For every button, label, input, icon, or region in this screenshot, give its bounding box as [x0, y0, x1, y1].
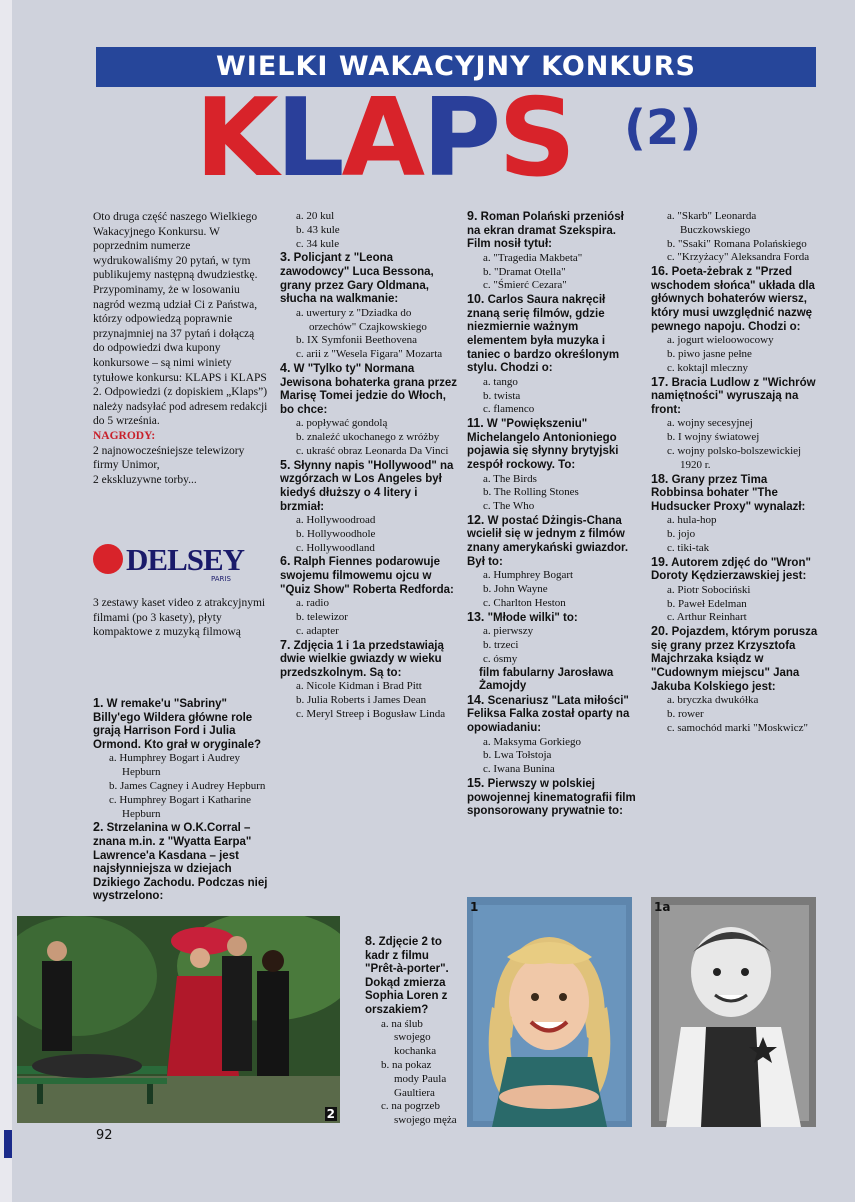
answer-option: c. "Krzyżacy" Aleksandra Forda [667, 251, 810, 264]
answer-option: a. popływać gondolą [296, 417, 388, 430]
child-portrait-illustration [651, 897, 816, 1127]
answer-option: c. Humphrey Bogart i Katharine Hepburn [109, 793, 252, 820]
answer-option: b. IX Symfonii Beethovena [296, 334, 417, 347]
answer-option: b. "Ssaki" Romana Polańskiego [667, 237, 807, 250]
child-portrait-illustration [467, 897, 632, 1127]
answer-option: a. tango [483, 375, 518, 388]
answer-option: b. Lwa Tołstoja [483, 749, 552, 762]
photo-child-1 [467, 897, 632, 1127]
answer-option: c. koktajl mleczny [667, 361, 748, 374]
prizes-tv: 2 najnowocześniejsze telewizory firmy Unimor, [93, 444, 245, 472]
answer-option: b. "Dramat Otella" [483, 265, 566, 278]
question-11: 11. W "Powiększeniu" Michelangelo Antonioniego pojawia się słynny brytyjski zespół rockowy. To: [467, 416, 619, 471]
answer-option: a. Hollywoodroad [296, 514, 376, 527]
answer-option: c. ósmy [483, 652, 518, 665]
photo-label: 1a [654, 900, 671, 914]
answer-option: c. flamenco [483, 403, 535, 416]
answer-option: a. Nicole Kidman i Brad Pitt [296, 680, 422, 693]
question-16: 16. Poeta-żebrak z "Przed wschodem słońca" układa dla głównych bohaterów wiersz, który musi uwzględnić nazwę pewnego napoju. Chodzi o: [651, 264, 815, 333]
questions-col2 [280, 210, 458, 722]
answer-option: b. Paweł Edelman [667, 597, 747, 610]
question-2: 2. Strzelanina w O.K.Corral – znana m.in. z "Wyatta Earpa" Lawrence'a Kasdana – jest najsłynniejsza w dziejach Dzikiego Zachodu. Podczas niej wystrzelono: [93, 820, 268, 903]
photo-film-still [17, 916, 340, 1123]
answer-option: a. bryczka dwukółka [667, 694, 759, 707]
answer-option: b. rower [667, 708, 704, 721]
answer-option: c. 34 kule [296, 237, 340, 250]
answer-option: c. Meryl Streep i Bogusław Linda [296, 708, 446, 721]
edge-mark [4, 1130, 12, 1158]
answer-option: b. jojo [667, 528, 696, 541]
answer-option: a. Humphrey Bogart [483, 569, 574, 582]
answer-option: b. twista [483, 389, 521, 402]
question-9: 9. Roman Polański przeniósł na ekran dramat Szekspira. Film nosił tytuł: [467, 209, 624, 251]
question-14: 14. Scenariusz "Lata miłości" Feliksa Falka został oparty na opowiadaniu: [467, 692, 630, 735]
answer-option: a. "Tragedia Makbeta" [483, 251, 583, 264]
answer-option: c. Charlton Heston [483, 596, 566, 609]
answer-option: b. I wojny światowej [667, 431, 760, 444]
prizes-bags: 2 ekskluzywne torby... [93, 473, 197, 486]
question-18: 18. Grany przez Tima Robbinsa bohater "The Hudsucker Proxy" wynalazł: [651, 471, 806, 513]
title-number: (2) [624, 100, 702, 156]
page-number: 92 [96, 1128, 113, 1143]
questions-col1 [93, 697, 268, 904]
answer-option: b. trzeci [483, 639, 519, 652]
answer-option: a. jogurt wieloowocowy [667, 334, 774, 347]
answer-option: b. John Wayne [483, 583, 548, 596]
answer-option: b. 43 kule [296, 223, 340, 236]
answer-option: b. znaleźć ukochanego z wróżby [296, 431, 440, 444]
photo-label: 2 [326, 1107, 335, 1121]
answer-option: b. telewizor [296, 611, 348, 624]
question-17: 17. Bracia Ludlow z "Wichrów namiętności" wyruszają na front: [651, 374, 816, 416]
question-3: 3. Policjant z "Leona zawodowcy" Luca Bessona, grany przez Gary Oldmana, słucha na walkmanie: [280, 250, 434, 306]
title-letter: P [422, 76, 499, 201]
prizes-video [93, 596, 268, 640]
answer-option: c. Iwana Bunina [483, 763, 555, 776]
title-letter: L [275, 76, 342, 201]
photo-label: 1 [470, 900, 479, 914]
answer-option: c. adapter [296, 624, 339, 637]
answer-option: b. Hollywoodhole [296, 527, 376, 540]
film-still-illustration [17, 916, 340, 1123]
question-19: 19. Autorem zdjęć do "Wron" Doroty Kędzierzawskiej jest: [651, 554, 811, 583]
answer-option: b. Julia Roberts i James Dean [296, 694, 427, 707]
answer-option: a. "Skarb" Leonarda Buczkowskiego [667, 210, 757, 236]
question-5: 5. Słynny napis "Hollywood" na wzgórzach w Los Angeles był kiedyś dłuższy o 4 litery i brzmiał: [280, 457, 454, 513]
answer-option: a. Maksyma Gorkiego [483, 735, 582, 748]
question-4: 4. W "Tylko ty" Normana Jewisona bohaterka grana przez Marisę Tomei jedzie do Włoch, bo chce: [280, 360, 458, 416]
answer-option: b. piwo jasne pełne [667, 347, 752, 360]
answer-option: a. Piotr Sobociński [667, 583, 751, 596]
intro-text [93, 210, 268, 487]
answer-option: a. The Birds [483, 472, 537, 485]
title-letter: K [195, 76, 276, 201]
answer-option: c. na pogrzeb swojego męża [381, 1100, 457, 1127]
klaps-title [195, 76, 574, 201]
answer-option: c. Arthur Reinhart [667, 611, 747, 624]
answer-option: c. arii z "Wesela Figara" Mozarta [296, 348, 443, 361]
prizes-video-text: 3 zestawy kaset video z atrakcyjnymi filmami (po 3 kasety), płyty kompaktowe z muzyką filmową [93, 597, 266, 639]
question-7: 7. Zdjęcia 1 i 1a przedstawiają dwie wielkie gwiazdy w wieku przedszkolnym. Są to: [280, 637, 444, 679]
answer-option: a. Humphrey Bogart i Audrey Hepburn [109, 752, 241, 779]
intro-paragraph: Oto druga część naszego Wielkiego Wakacyjnego Konkursu. W poprzednim numerze wydrukowaliśmy 20 pytań, w tym publikujemy następną dwudziestkę. Przypominamy, że w losowaniu nagród wezmą udział Ci z Państwa, którzy odpowiedzą poprawnie przynajmniej na 37 pytań i dołączą do odpowiedzi dwa kupony konkursowe – są nimi winiety tytułowe konkursu: KLAPS i KLAPS 2. Odpowiedzi (z dopiskiem „Klaps”) należy nadsyłać pod adresem redakcji do 5 września. [93, 211, 268, 428]
photo-child-1a [651, 897, 816, 1127]
prizes-label: NAGRODY: [93, 429, 156, 442]
question-12: 12. W postać Dżingis-Chana wcielił się w jednym z filmów znany amerykański gwiazdor. Był to: [467, 512, 629, 568]
question-1: 1. W remake'u "Sabriny" Billy'ego Wildera główne role grają Harrison Ford i Julia Ormond. Kto grał w oryginale? [93, 696, 262, 751]
question-13-tail: film fabularny Jarosława Żamojdy [479, 666, 614, 693]
answer-option: b. The Rolling Stones [483, 486, 579, 499]
question-6: 6. Ralph Fiennes podarowuje swojemu filmowemu ojcu w "Quiz Show" Roberta Redforda: [280, 554, 454, 596]
answer-option: a. uwertury z "Dziadka do orzechów" Czajkowskiego [296, 306, 427, 333]
delsey-mark-icon [93, 544, 123, 574]
question-20: 20. Pojazdem, którym porusza się grany przez Krzysztofa Majchrzaka ksiądz w "Cudownym miejscu" Jana Jakuba Kolskiego jest: [651, 624, 818, 693]
answer-option: c. samochód marki "Moskwicz" [667, 721, 808, 734]
questions-col3 [467, 210, 637, 819]
answer-option: b. James Cagney i Audrey Hepburn [109, 779, 266, 792]
answer-option: a. radio [296, 597, 329, 610]
answer-option: a. wojny secesyjnej [667, 417, 753, 430]
answer-option: c. Hollywoodland [296, 541, 375, 554]
question-15: 15. Pierwszy w polskiej powojennej kinematografii film sponsorowany prywatnie to: [467, 776, 636, 818]
question-8-block [365, 935, 457, 1128]
answer-option: b. na pokaz mody Paula Gaultiera [381, 1058, 447, 1099]
question-10: 10. Carlos Saura nakręcił znaną serię filmów, gdzie niezmiernie ważnym elementem była muzyka i taniec o bardzo określonym stylu. Chodzi o: [467, 292, 620, 375]
answer-option: a. pierwszy [483, 625, 534, 638]
question-13: 13. "Młode wilki" to: [467, 609, 578, 624]
delsey-logo [93, 540, 268, 590]
question-8: 8. Zdjęcie 2 to kadr z filmu "Prêt-à-porter". Dokąd zmierza Sophia Loren z orszakiem? [365, 934, 449, 1016]
delsey-wordmark: DELSEY [126, 542, 245, 577]
answer-option: a. 20 kul [296, 210, 335, 222]
answer-option: c. The Who [483, 500, 535, 513]
answer-option: c. "Śmierć Cezara" [483, 279, 567, 292]
title-letter: A [341, 76, 423, 201]
title-letter: S [498, 76, 574, 201]
answer-option: a. na ślub swojego kochanka [381, 1017, 437, 1058]
questions-col4 [651, 210, 821, 736]
answer-option: c. tiki-tak [667, 541, 710, 554]
answer-option: c. wojny polsko-bolszewickiej 1920 r. [667, 444, 802, 471]
answer-option: c. ukraść obraz Leonarda Da Vinci [296, 444, 449, 457]
contest-banner: WIELKI WAKACYJNY KONKURS [96, 47, 816, 87]
answer-option: a. hula-hop [667, 514, 717, 527]
page-edge [0, 0, 12, 1202]
delsey-paris: PARIS [211, 575, 231, 583]
